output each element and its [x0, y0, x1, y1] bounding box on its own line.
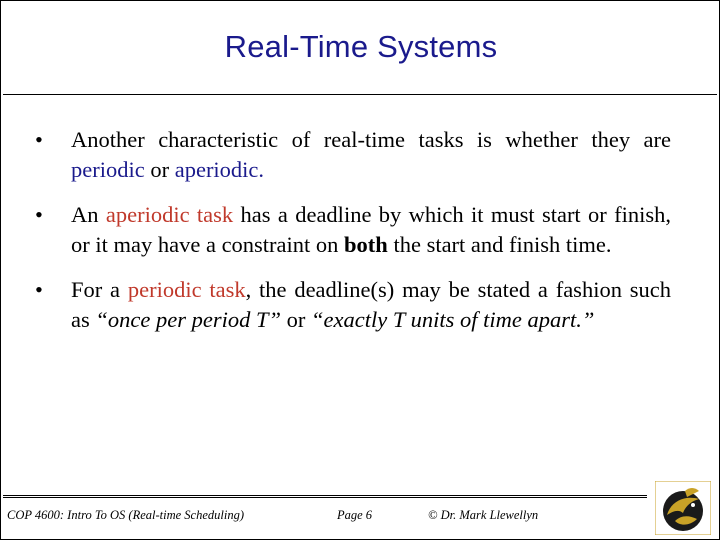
footer-copyright: © Dr. Mark Llewellyn [428, 508, 539, 522]
bullet-item [29, 200, 671, 260]
bullet-item [29, 275, 671, 335]
bullet-item [29, 125, 671, 185]
footer-page-number: Page 6 [337, 508, 373, 522]
bullet-text: An aperiodic task has a deadline by which it must start or finish, or it may have a constraint on both the start and finish time. [71, 202, 672, 257]
slide-title: Real-Time Systems [224, 29, 498, 64]
footer-course: COP 4600: Intro To OS (Real-time Scheduling) [7, 508, 245, 522]
bullet-mark: • [35, 127, 43, 152]
bullet-text: Another characteristic of real-time tasks is whether they are periodic or aperiodic. [71, 127, 671, 182]
footer-divider [3, 495, 647, 496]
ucf-pegasus-logo-icon [655, 481, 711, 535]
bullet-text: For a periodic task, the deadline(s) may be stated a fashion such as “once per period T” or “exactly T units of time apart.” [71, 277, 671, 332]
title-divider [3, 94, 717, 95]
slide-footer [3, 495, 647, 537]
bullet-mark: • [35, 202, 43, 227]
bullet-mark: • [35, 277, 43, 302]
bullet-list [29, 125, 671, 335]
